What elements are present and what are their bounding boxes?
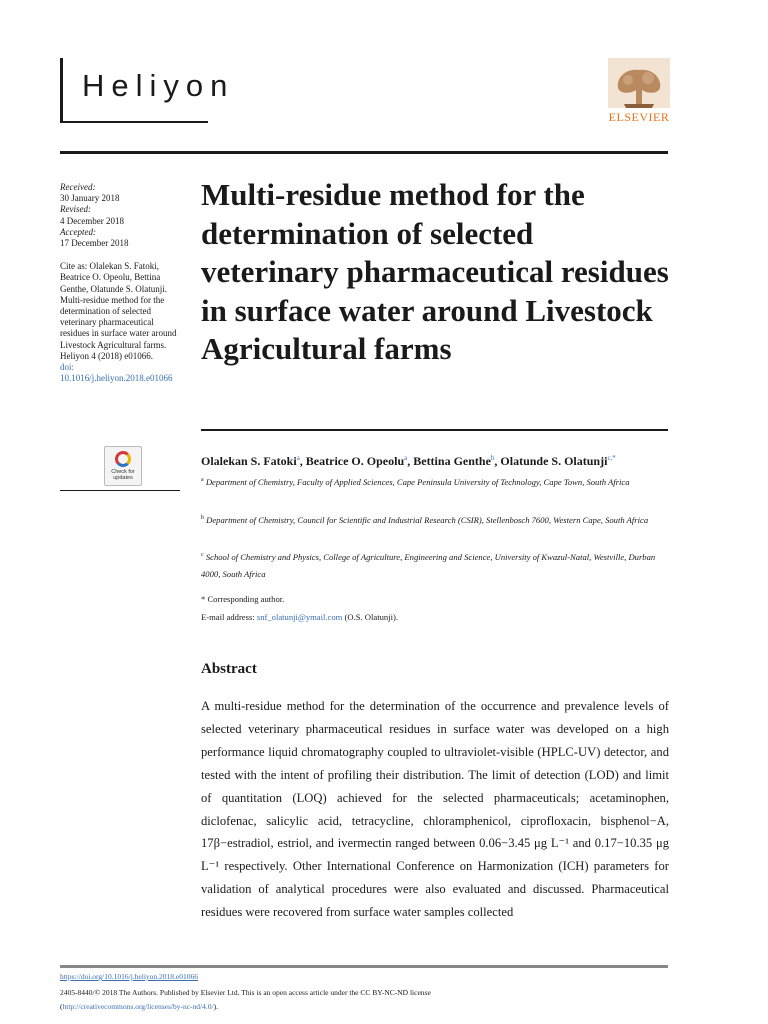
article-history-sidebar (60, 182, 180, 384)
author-name: Olalekan S. Fatoki (201, 454, 297, 468)
affiliation-marker: a (201, 477, 204, 483)
author-affil-marker[interactable]: a (296, 454, 300, 462)
footer-license: 2405-8440/© 2018 The Authors. Published by Elsevier Ltd. This is an open access article under the CC BY-NC-ND license (http://creativecommons.org/licenses/by-nc-nd/4.0/). (60, 988, 431, 1011)
title-rule (201, 429, 668, 431)
license-link[interactable]: http://creativecommons.org/licenses/by-nc-nd/4.0/ (62, 1002, 214, 1011)
cite-as-text: Cite as: Olalekan S. Fatoki, Beatrice O. Opeolu, Bettina Genthe, Olatunde S. Olatunji. Multi-residue method for the determination of selected veterinary pharmaceutical residues in surface water around Livestock Agricultural farms. (60, 261, 177, 350)
accepted-date: 17 December 2018 (60, 238, 129, 249)
check-updates-label: Check for updates (111, 469, 135, 481)
article-title: Multi-residue method for the determination of selected veterinary pharmaceutical residues in surface water around Livestock Agricultural farms (201, 177, 669, 366)
abstract-heading: Abstract (201, 661, 257, 677)
affiliation-marker: c (201, 552, 204, 558)
sidebar-rule (60, 490, 180, 491)
footer-rule (60, 965, 668, 968)
revised-date: 4 December 2018 (60, 215, 124, 226)
elsevier-wordmark: ELSEVIER (608, 110, 670, 124)
accepted-label: Accepted: (60, 226, 96, 237)
cite-journal: Heliyon 4 (2018) e01066. (60, 350, 153, 361)
affiliation-a (201, 472, 671, 491)
affiliation-c (201, 547, 671, 583)
journal-header-underline (60, 121, 208, 123)
check-for-updates-button[interactable] (104, 446, 142, 486)
footer-doi-link[interactable]: https://doi.org/10.1016/j.heliyon.2018.e01066 (60, 972, 198, 981)
email-link[interactable]: snf_olatunji@ymail.com (256, 612, 343, 622)
check-updates-icon (115, 451, 131, 467)
cite-doi-link[interactable]: doi: 10.1016/j.heliyon.2018.e01066 (60, 362, 173, 384)
author-list: Olalekan S. Fatoki$^a$, Beatrice O. Opeolu$^a$, Bettina Genthe$^b$, Olatunde S. Olatunji$^{c,*}$ (201, 454, 616, 468)
author-name: Olatunde S. Olatunji (500, 454, 608, 468)
corresponding-author-note: * Corresponding author. (201, 594, 285, 604)
author-name: Bettina Genthe (413, 454, 491, 468)
email-label: E-mail address: (201, 612, 255, 622)
journal-header-bar (60, 58, 63, 122)
author-affil-marker[interactable]: a (404, 454, 408, 462)
affiliation-text: School of Chemistry and Physics, College of Agriculture, Engineering and Science, University of Kwazul-Natal, Westville, Durban 4000, South Africa (201, 551, 656, 579)
revised-label: Revised: (60, 204, 91, 215)
abstract-text: A multi-residue method for the determination of the occurrence and prevalence levels of selected veterinary pharmaceutical residues in surface water was developed on a high performance liquid chromatography coupled to ultraviolet-visible (HPLC-UV) detector, and tested with the intent of profiling their distribution. The limit of detection (LOD) and limit of quantitation (LOQ) achieved for the selected pharmaceuticals; acetaminophen, diclofenac, salicylic acid, tetracycline, chloramphenicol, ciprofloxacin, bisphenol−A, 17β−estradiol, estriol, and ivermectin ranged between 0.06−3.45 μg L⁻¹ and 0.17−10.35 μg L⁻¹ respectively. Other International Conference on Harmonization (ICH) parameters for validation of analytical procedures were also evaluated and discussed. Pharmaceutical residues were recovered from surface water samples collected (201, 699, 669, 920)
author-name: Beatrice O. Opeolu (305, 454, 405, 468)
email-line (201, 612, 398, 622)
affiliation-b (201, 510, 671, 529)
received-label: Received: (60, 182, 96, 192)
affiliation-text: Department of Chemistry, Council for Scientific and Industrial Research (CSIR), Stellenbosch 7600, Western Cape, South Africa (206, 514, 649, 525)
received-date: 30 January 2018 (60, 193, 120, 204)
affiliation-text: Department of Chemistry, Faculty of Applied Sciences, Cape Peninsula University of Technology, Cape Town, South Africa (205, 476, 630, 487)
journal-title: Heliyon (82, 68, 235, 103)
email-suffix: (O.S. Olatunji). (344, 612, 398, 622)
header-rule (60, 151, 668, 154)
author-affil-marker[interactable]: c,* (607, 454, 616, 462)
license-text: 2405-8440/© 2018 The Authors. Published by Elsevier Ltd. This is an open access article under the CC BY-NC-ND license (60, 988, 431, 997)
author-affil-marker[interactable]: b (490, 454, 495, 462)
affiliation-marker: b (201, 515, 204, 521)
